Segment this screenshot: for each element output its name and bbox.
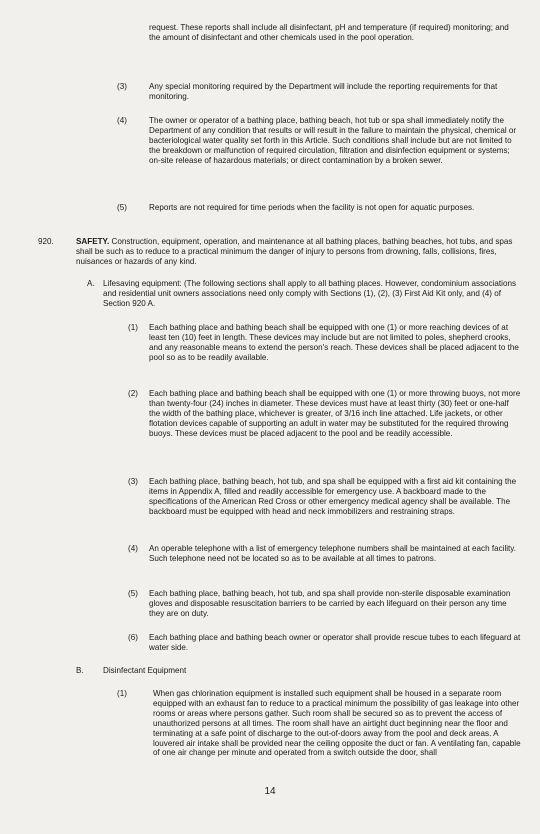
subsection-letter: B. [76,666,84,675]
item-text: Each bathing place, bathing beach, hot tub, and spa shall provide non-sterile disposable examination gloves and disposable resuscitation barriers to be carried by each lifeguard on their person any time they are on duty. [149,589,511,618]
item-number: (4) [117,116,127,125]
section-heading: SAFETY. [76,237,110,246]
subsection-text: Lifesaving equipment: (The following sections shall apply to all bathing places. However, condominium associations and residential unit owners associations need only comply with Sections (1), (2), (3) First Aid Kit only, and (4) of Section 920 A. [103,279,517,308]
item-text: The owner or operator of a bathing place, bathing beach, hot tub or spa shall immediately notify the Department of any condition that results or will result in the failure to maintain the physical, chemical or bacteriological water quality set forth in this Article. Such conditions shall include but are not limited to the breakdown or malfunction of required circulation, filtration and disinfection equipment or systems; on-site release of hazardous materials; or direct contamination by a broken sewer. [149,116,517,165]
item-number: (2) [128,389,138,398]
item-text: Each bathing place and bathing beach shall be equipped with one (1) or more throwing buoys, not more than twenty-four (24) inches in diameter. These devices must have at least thirty (30) feet or one-half the width of the bathing place, whichever is greater, of 3/16 inch line attached. Life jackets, or other flotation devices capable of supporting an adult in water may be substituted for the required throwing buoys. These devices must be placed adjacent to the pool and be readily accessible. [149,389,521,438]
item-text: Reports are not required for time periods when the facility is not open for aquatic purposes. [149,203,475,212]
subsection-text: Disinfectant Equipment [103,666,187,675]
item-text: Each bathing place and bathing beach owner or operator shall provide rescue tubes to each lifeguard at water side. [149,633,521,652]
page-number: 14 [264,786,276,797]
item-text: When gas chlorination equipment is installed such equipment shall be housed in a separate room equipped with an exhaust fan to reduce to a practical minimum the possibility of gas leakage into other rooms or areas where persons gather. Such room shall be secured so as to prevent the access of unauthorized persons at all times. The room shall have an airtight duct beginning near the floor and terminating at a safe point of discharge to the out-of-doors away from the pool and deck areas. A louvered air intake shall be provided near the ceiling opposite the duct or fan. A ventilating fan, capable of one air change per minute and operated from a switch outside the door, shall [153,689,521,758]
item-number: (4) [128,544,138,553]
item-number: (3) [117,82,127,91]
item-number: (1) [117,689,127,698]
intro-paragraph: request. These reports shall include all disinfectant, pH and temperature (if required) monitoring; and the amount of disinfectant and other chemicals used in the pool operation. [149,23,509,42]
section-paragraph [76,237,520,267]
item-number: (5) [128,589,138,598]
item-number: (5) [117,203,127,212]
item-number: (1) [128,323,138,332]
item-number: (3) [128,477,138,486]
section-text: Construction, equipment, operation, and maintenance at all bathing places, bathing beaches, hot tubs, and spas shall be such as to reduce to a practical minimum the danger of injury to persons from drowning, falls, collisions, fires, nuisances or hazards of any kind. [76,237,513,266]
subsection-letter: A. [87,279,95,288]
item-text: Each bathing place, bathing beach, hot tub, and spa shall be equipped with a first aid kit containing the items in Appendix A, filled and readily accessible for emergency use. A backboard made to the specifications of the American Red Cross or other emergency medical agency shall be available. The backboard must be equipped with head and neck immobilizers and restraining straps. [149,477,517,516]
item-text: Any special monitoring required by the Department will include the reporting requirements for that monitoring. [149,82,498,101]
section-number: 920. [38,237,54,246]
item-text: Each bathing place and bathing beach shall be equipped with one (1) or more reaching devices of at least ten (10) feet in length. These devices may include but are not limited to poles, shepherd crooks, and any reasonable means to extend the person's reach. These devices shall be placed adjacent to the pool so as to be readily available. [149,323,519,362]
item-number: (6) [128,633,138,642]
item-text: An operable telephone with a list of emergency telephone numbers shall be maintained at each facility. Such telephone need not be located so as to be available at all times to patrons. [149,544,516,563]
